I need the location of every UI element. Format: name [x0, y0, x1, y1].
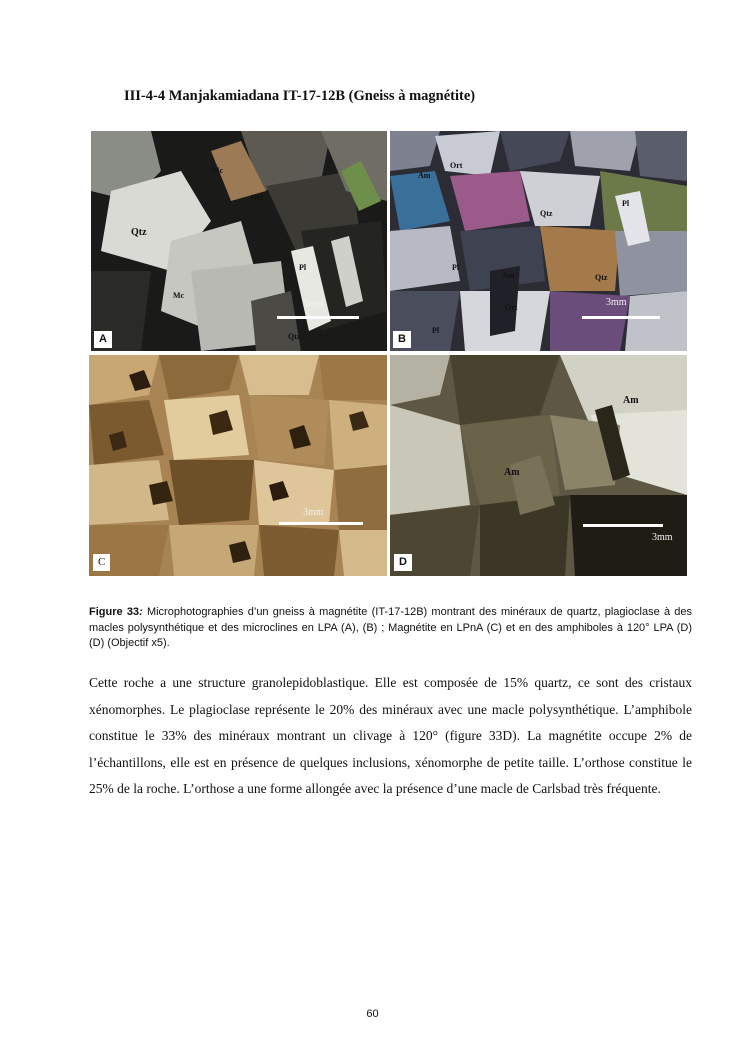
- scale-label-d: 3mm: [652, 532, 673, 543]
- label-qtz-2: Qtz: [288, 332, 301, 341]
- panel-letter-d: D: [394, 554, 412, 571]
- scale-label-c: 3mm: [303, 507, 324, 518]
- label-am-1: Am: [418, 171, 431, 180]
- label-am-2: Am: [502, 271, 515, 280]
- label-qtz-2: Qtz: [595, 273, 608, 282]
- label-mc-1: Mc: [212, 166, 224, 175]
- label-ort-1: Ort: [450, 161, 463, 170]
- figure-caption-colon: :: [139, 606, 143, 618]
- micrograph-panel-a: [91, 131, 387, 351]
- scale-bar-d: [583, 524, 663, 527]
- micrograph-panel-c: [89, 355, 387, 576]
- label-pl-1: Pl: [622, 199, 630, 208]
- scale-label-a: 3mm: [303, 299, 324, 310]
- scale-bar-b: [582, 316, 660, 319]
- panel-letter-c: C: [93, 554, 110, 571]
- label-ort: Ort: [251, 193, 264, 202]
- label-ort-2: Ort: [505, 303, 518, 312]
- figure-caption: [89, 605, 692, 652]
- label-pl-3: Pl: [432, 326, 440, 335]
- micrograph-panel-d: [390, 355, 687, 576]
- section-title: III-4-4 Manjakamiadana IT-17-12B (Gneiss à magnétite): [124, 88, 476, 104]
- micrograph-d-image: [390, 355, 687, 576]
- label-qtz-1: Qtz: [540, 209, 553, 218]
- scale-bar-c: [279, 522, 363, 525]
- figure-caption-label: Figure 33: [89, 606, 140, 618]
- label-am-2: Am: [504, 467, 520, 478]
- label-qtz-1: Qtz: [131, 227, 147, 238]
- page-number: 60: [366, 1008, 379, 1020]
- scale-label-b: 3mm: [606, 297, 627, 308]
- panel-letter-a: A: [94, 331, 112, 348]
- label-am-1: Am: [623, 395, 639, 406]
- body-paragraph: Cette roche a une structure granolepidoblastique. Elle est composée de 15% quartz, ce sont des cristaux xénomorphes. Le plagioclase représente le 20% des minéraux avec une macle polysynthétique. L’amphibole constitue le 33% des minéraux montrant un clivage à 120° (figure 33D). La magnétite occupe 2% de l’échantillons, elle est en présence de quelques inclusions, xénomorphe de petite taille. L’orthose constitue le 25% de la roche. L’orthose a une forme allongée avec la présence d’une macle de Carlsbad très fréquente.: [89, 675, 692, 796]
- figure-caption-text: Microphotographies d’un gneiss à magnétite (IT-17-12B) montrant des minéraux de quartz, plagioclase à des macles polysynthétique et des microclines en LPA (A), (B) ; Magnétite en LPnA (C) et en des amphiboles à 120° LPA (D) (D) (Objectif x5).: [89, 606, 693, 649]
- label-pl: Pl: [299, 263, 307, 272]
- scale-bar-a: [277, 316, 359, 319]
- label-pl-2: Pl: [452, 263, 460, 272]
- micrograph-c-image: [89, 355, 387, 576]
- micrograph-panel-b: [390, 131, 687, 351]
- panel-letter-b: B: [393, 331, 411, 348]
- label-mc-2: Mc: [173, 291, 185, 300]
